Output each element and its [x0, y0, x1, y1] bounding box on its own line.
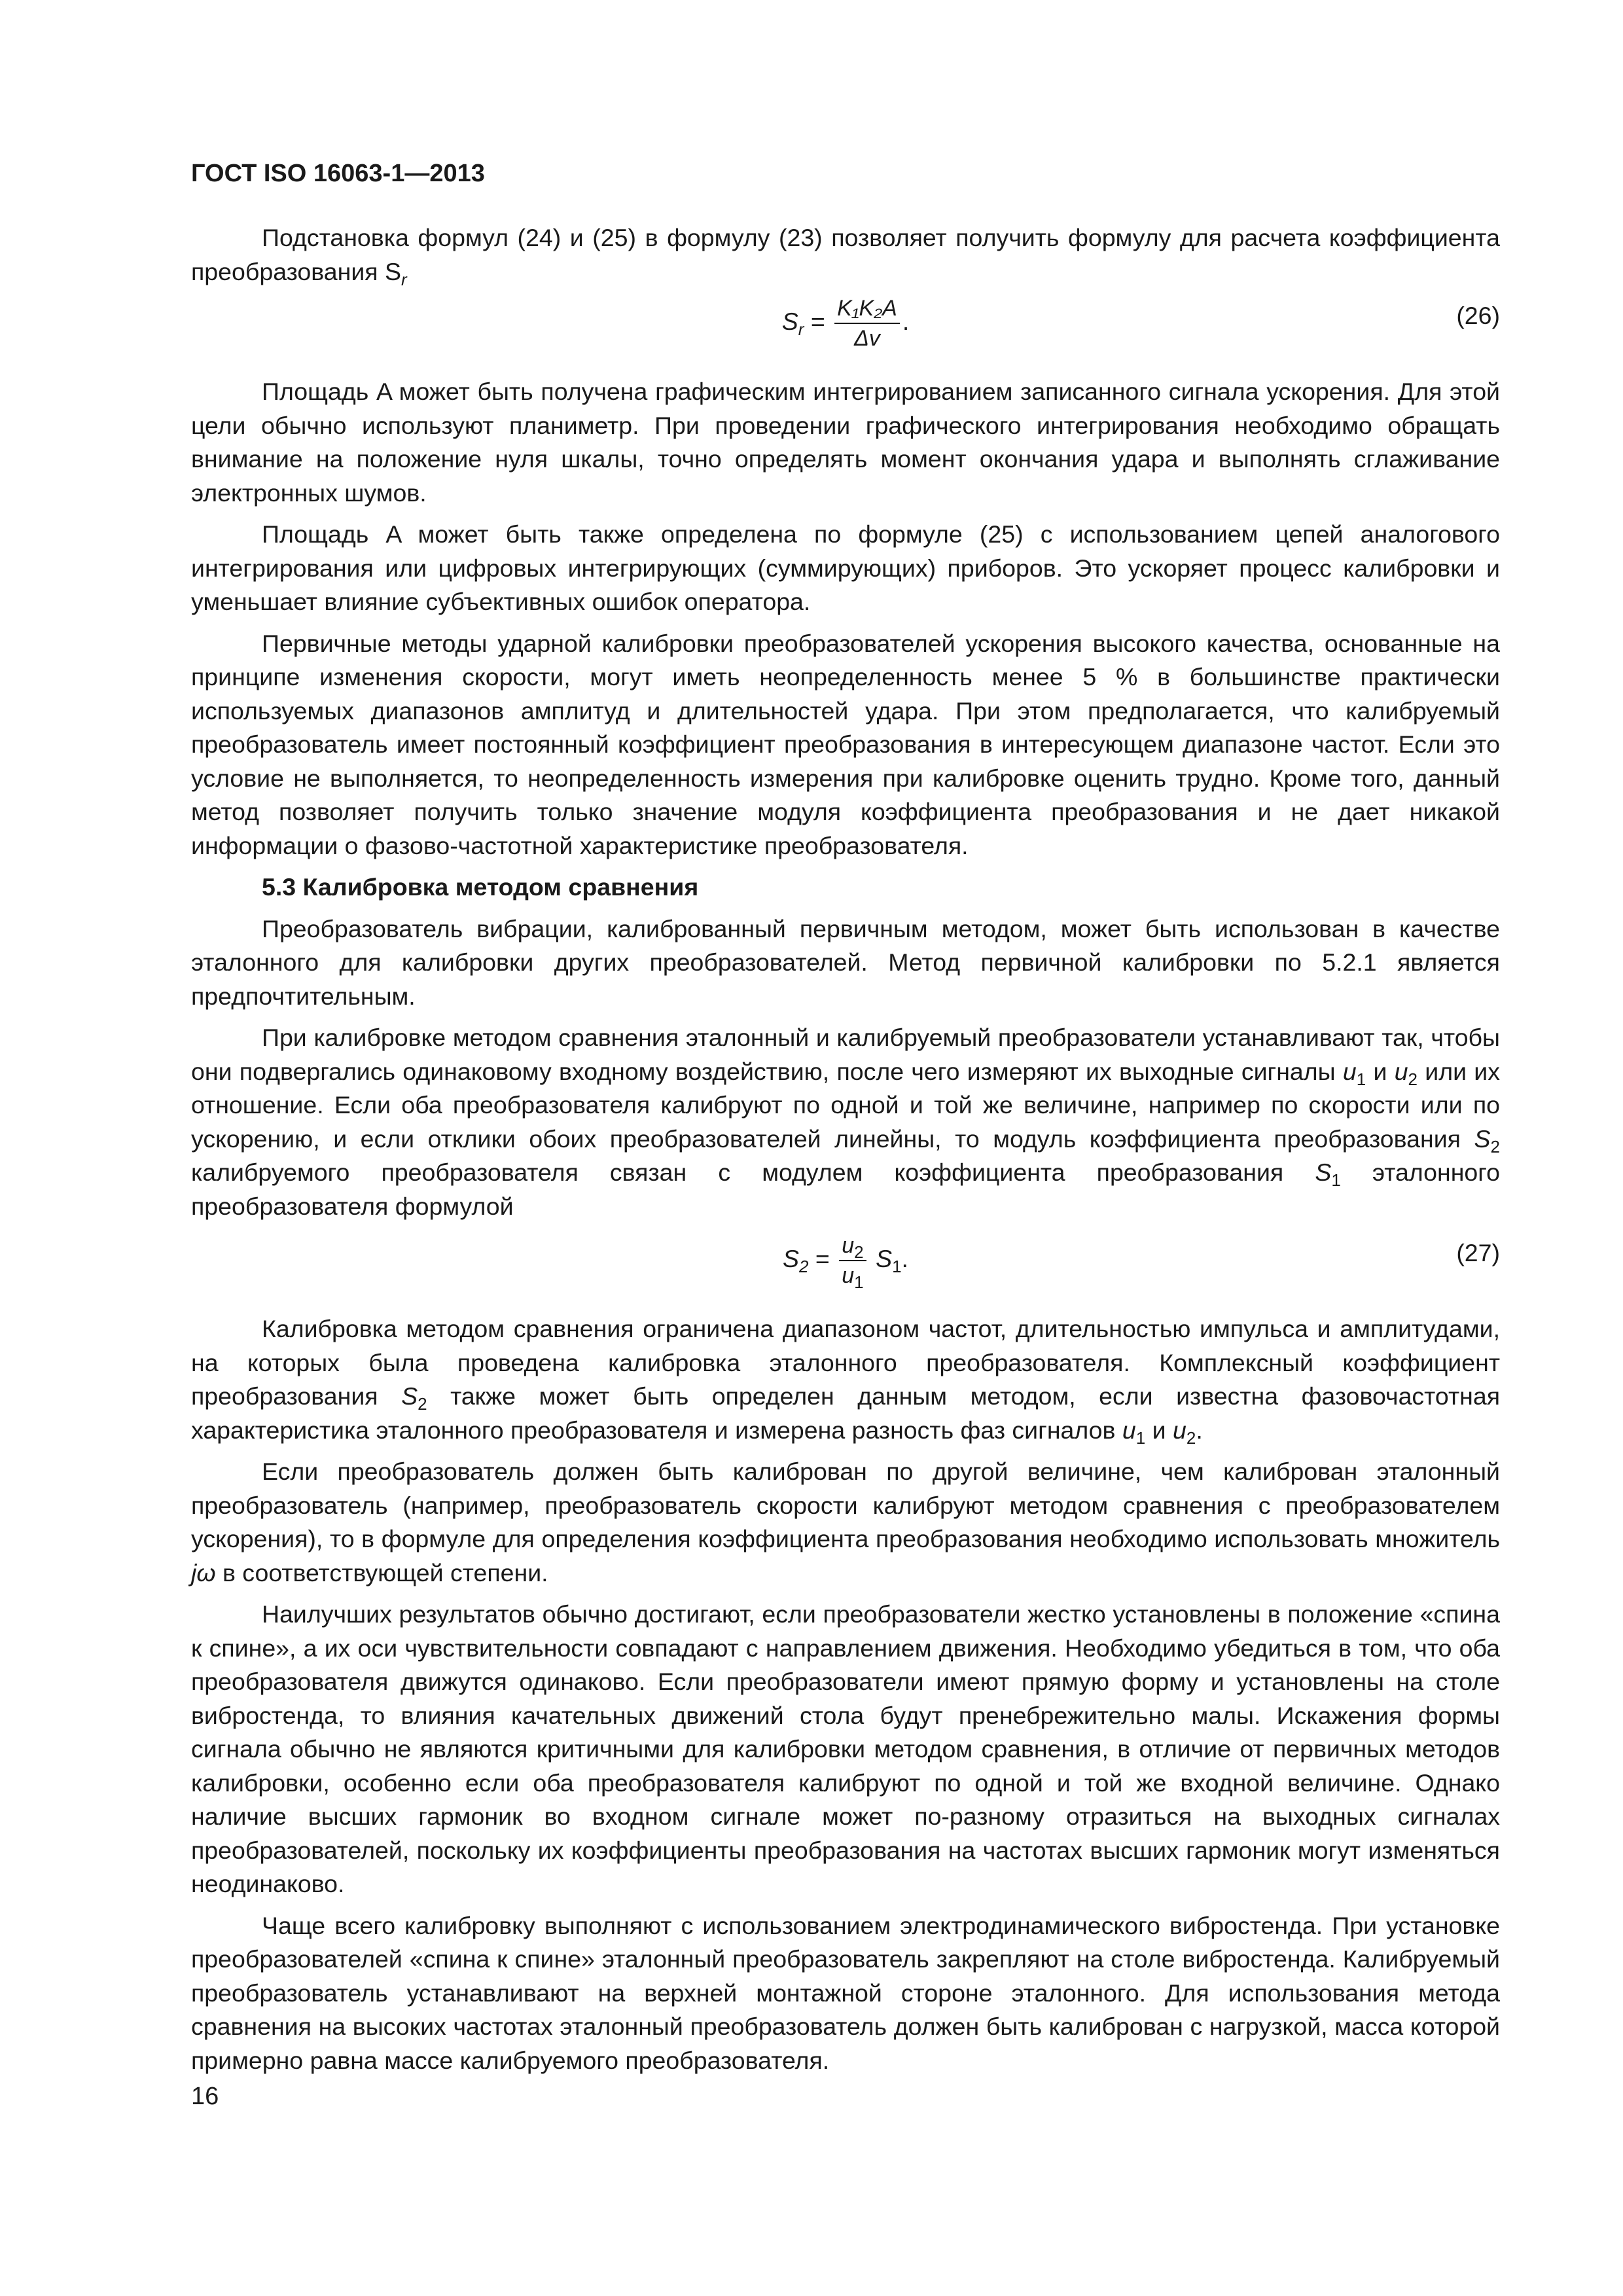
formula-26-lhs-sub: r — [798, 319, 804, 339]
formula-27-numerator — [839, 1231, 866, 1261]
sub-2d: 2 — [1186, 1427, 1196, 1448]
paragraph-6 — [191, 1021, 1500, 1223]
paragraph-8-part-b: в соответствующей степени. — [215, 1558, 548, 1587]
paragraph-7 — [191, 1312, 1500, 1447]
sub-2c: 2 — [418, 1394, 427, 1414]
paragraph-2: Площадь A может быть получена графическим интегрированием записанного сигнала ускорения. Для этой цели обычно используют планиметр. При проведении графического интегрирования необходимо обращать внимание на положение нуля шкалы, точно определять момент окончания удара и выполнять сглаживание электронных шумов. — [191, 378, 1500, 507]
paragraph-7-end: . — [1196, 1416, 1203, 1444]
sub-r: r — [401, 269, 407, 289]
sub-1c: 1 — [1135, 1427, 1146, 1448]
paragraph-6-part-c: калибруемого преобразователя связан с модулем коэффициента преобразования — [191, 1158, 1315, 1186]
paragraph-9: Наилучших результатов обычно достигают, если преобразователи жестко установлены в положение «спина к спине», а их оси чувствительности совпадают с направлением движения. Необходимо убедиться в том, что оба преобразователя движутся одинаково. Если преобразователи имеют прямую форму и установлены на столе вибростенда, то влияния качательных движений стола будут пренебрежительно малы. Искажения формы сигнала обычно не являются критичными для калибровки методом сравнения, в отличие от первичных методов калибровки, особенно если оба преобразователя калибруют по одной и той же входной величине. Однако наличие высших гармоник во входном сигнале может по-разному отразиться на выходных сигналах преобразователей, поскольку их коэффициенты преобразования на частотах высших гармоник могут изменяться неодинаково. — [191, 1600, 1500, 1897]
formula-27-rhs: S — [876, 1244, 893, 1272]
sub-2: 2 — [1408, 1069, 1418, 1089]
formula-27-expression — [191, 1231, 1500, 1290]
document-header: ГОСТ ISO 16063-1—2013 — [191, 160, 485, 187]
conj-and: и — [1366, 1057, 1395, 1085]
var-S1: S — [1315, 1158, 1332, 1186]
paragraph-7-part-b: также может быть определен данным методом, если известна фазовочастотная характеристика эталонного преобразователя и измерена разность фаз сигналов — [191, 1382, 1501, 1444]
formula-26-numerator: K₁K₂A — [834, 294, 900, 324]
formula-27-rhs-sub: 1 — [892, 1256, 902, 1276]
section-title: Калибровка методом сравнения — [302, 873, 699, 901]
paragraph-4: Первичные методы ударной калибровки преобразователей ускорения высокого качества, основанные на принципе изменения скорости, могут иметь неопределенность менее 5 % в большинстве практически используемых диапазонов амплитуд и длительностей удара. При этом предполагается, что калибруемый преобразователь имеет постоянный коэффициент преобразования в интересующем диапазоне частот. Если это условие не выполняется, то неопределенность измерения при калибровке оценить трудно. Кроме того, данный метод позволяет получить только значение модуля коэффициента преобразования и не дает никакой информации о фазово-частотной характеристике преобразователя. — [191, 629, 1500, 859]
paragraph-6-part-d: эталонного преобразователя формулой — [191, 1158, 1500, 1220]
formula-27-lhs-sub: 2 — [799, 1256, 809, 1276]
formula-27-numer-var: u — [842, 1233, 855, 1258]
var-j-omega: jω — [191, 1558, 216, 1587]
paragraph-10: Чаще всего калибровку выполняют с использованием электродинамического вибростенда. При установке преобразователей «спина к спине» эталонный преобразователь закрепляют на столе вибростенда. Калибруемый преобразователь устанавливают на верхней монтажной стороне эталонного. Для использования метода сравнения на высоких частотах эталонный преобразователь должен быть калиброван с нагрузкой, масса которой примерно равна массе калибруемого преобразователя. — [191, 1911, 1500, 2074]
formula-26-tail: . — [902, 307, 910, 335]
paragraph-3: Площадь A может быть также определена по формуле (25) с использованием цепей аналогового интегрирования или цифровых интегрирующих (суммирующих) приборов. Это ускоряет процесс калибровки и уменьшает влияние субъективных ошибок оператора. — [191, 520, 1500, 615]
var-u2: u — [1394, 1057, 1408, 1085]
var-u1: u — [1342, 1057, 1357, 1085]
formula-27-denom-sub: 1 — [854, 1272, 864, 1292]
paragraph-5: Преобразователь вибрации, калиброванный первичным методом, может быть использован в качестве эталонного для калибровки других преобразователей. Метод первичной калибровки по 5.2.1 является предпочтительным. — [191, 914, 1500, 1010]
formula-26-fraction — [834, 294, 900, 353]
paragraph-1-text: Подстановка формул (24) и (25) в формулу (23) позволяет получить формулу для расчета коэффициента преобразования S — [191, 224, 1500, 285]
var-u2c: u — [1173, 1416, 1186, 1444]
formula-26-expression — [191, 294, 1500, 353]
formula-27-fraction — [839, 1231, 866, 1290]
formula-26 — [191, 294, 1500, 366]
formula-26-lhs: S — [781, 307, 798, 335]
formula-27-tail: . — [901, 1244, 908, 1272]
formula-26-number: (26) — [1456, 302, 1500, 329]
formula-27-numer-sub: 2 — [854, 1242, 864, 1262]
formula-27 — [191, 1231, 1500, 1303]
var-S2c: S — [401, 1382, 418, 1410]
conj-and-c: и — [1145, 1416, 1173, 1444]
paragraph-6-part-a: При калибровке методом сравнения эталонный и калибруемый преобразователи устанавливают так, чтобы они подвергались одинаковому входному воздействию, после чего измеряют их выходные сигналы — [191, 1024, 1500, 1085]
sub-2b: 2 — [1490, 1136, 1500, 1157]
formula-27-lhs: S — [783, 1244, 800, 1272]
formula-26-equals: = — [810, 307, 825, 335]
var-S2: S — [1474, 1124, 1491, 1153]
formula-27-number: (27) — [1456, 1239, 1500, 1266]
section-heading — [191, 870, 1500, 905]
page-number: 16 — [191, 2083, 219, 2110]
formula-27-denom-var: u — [842, 1263, 855, 1288]
paragraph-8-part-a: Если преобразователь должен быть калиброван по другой величине, чем калиброван эталонный преобразователь (например, преобразователь скорости калибруют методом сравнения с преобразователем ускорения), то в формуле для определения коэффициента преобразования необходимо использовать множитель — [191, 1458, 1500, 1552]
paragraph-7-part-a: Калибровка методом сравнения ограничена диапазоном частот, длительностью импульса и амплитудами, на которых была проведена калибровка эталонного преобразователя. Комплексный коэффициент преобразования — [191, 1315, 1500, 1410]
sub-1b: 1 — [1331, 1170, 1341, 1190]
sub-1: 1 — [1356, 1069, 1366, 1089]
body-text — [191, 221, 1500, 2085]
paragraph-8 — [191, 1455, 1500, 1590]
formula-26-denominator: Δv — [854, 326, 880, 351]
paragraph-6-part-b: или их отношение. Если оба преобразователя калибруют по одной и той же величине, например по скорости или по ускорению, и если отклики обоих преобразователей линейны, то модуль коэффициента преобразования — [191, 1057, 1501, 1153]
paragraph-1 — [191, 221, 1500, 289]
section-number: 5.3 — [262, 873, 296, 901]
formula-27-denominator — [839, 1261, 866, 1290]
formula-27-equals: = — [815, 1244, 830, 1272]
var-u1c: u — [1122, 1416, 1136, 1444]
